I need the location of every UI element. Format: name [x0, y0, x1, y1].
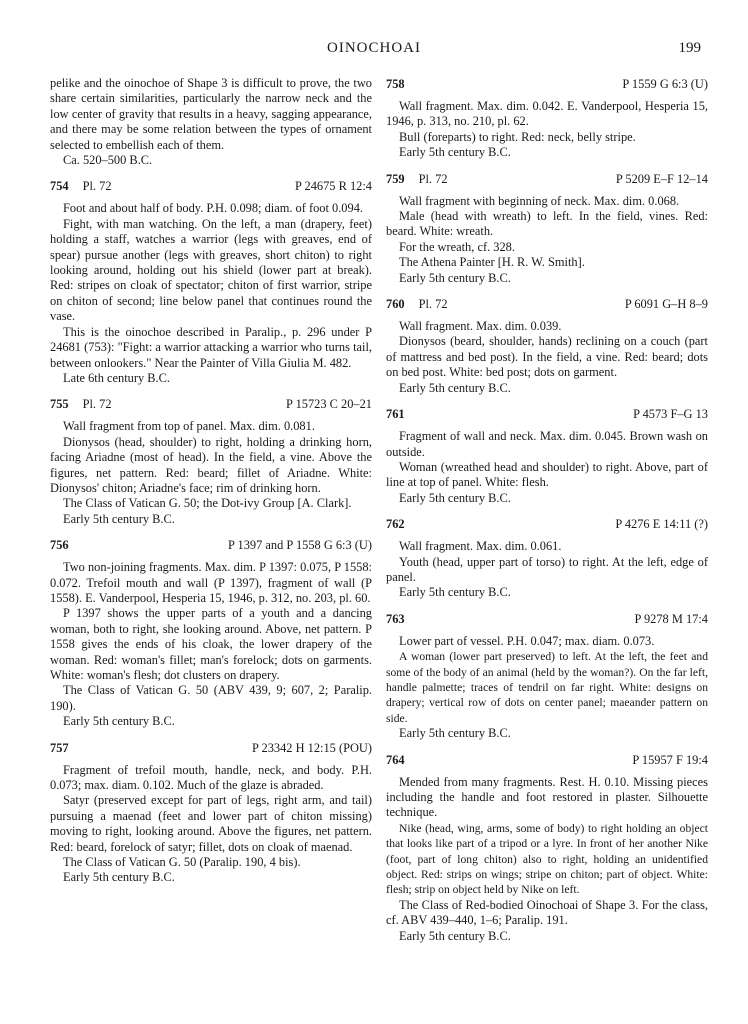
entry-note: The Class of Red-bodied Oinochoai of Shape 3. For the class, cf. ABV 439–440, 1–6; Paralip. 191.: [386, 897, 708, 928]
entry-note: The Class of Vatican G. 50 (ABV 439, 9; 607, 2; Paralip. 190).: [50, 683, 372, 713]
entry-heading: [386, 406, 708, 422]
entry-subject: Male (head with wreath) to left. In the field, vines. Red: beard. White: wreath.: [386, 209, 708, 239]
entry-date: Early 5th century B.C.: [399, 726, 511, 741]
entry-subject: Dionysos (head, shoulder) to right, holding a drinking horn, facing Ariadne (most of head). In the field, a vine. Above the figures, net pattern. Red: beard; fillet of Ariadne. White: Dionysos' chiton; Ariadne's face; rim of drinking horn.: [50, 434, 372, 495]
entry-heading: [386, 171, 708, 187]
intro-date: Ca. 520–500 B.C.: [63, 153, 153, 168]
entry-attribution: The Athena Painter [H. R. W. Smith].: [399, 255, 585, 270]
entry-description: Lower part of vessel. P.H. 0.047; max. diam. 0.073.: [399, 633, 655, 648]
entry-number: 758: [386, 77, 405, 91]
entry-note: For the wreath, cf. 328.: [399, 239, 515, 254]
entry-number: 756: [50, 538, 69, 553]
page-number: 199: [678, 40, 701, 56]
running-header: [0, 40, 748, 62]
entry-description: Wall fragment. Max. dim. 0.039.: [399, 319, 562, 334]
catalogue-entry-759: [386, 171, 708, 286]
catalogue-entry-756: [50, 537, 372, 729]
entry-number: 761: [386, 407, 405, 422]
right-column: [386, 76, 708, 944]
entry-note: The Class of Vatican G. 50; the Dot-ivy Group [A. Clark].: [63, 496, 352, 511]
inventory-number: P 15723 C 20–21: [286, 397, 372, 412]
intro-paragraph: pelike and the oinochoe of Shape 3 is difficult to prove, the two share certain similarities, particularly the narrow neck and the low center of gravity that results in a heavy, sagging appearance, and there may be some relation between the types of ornament selected to embellish each of them.: [50, 76, 372, 152]
catalogue-entry-757: [50, 740, 372, 886]
inventory-number: P 4276 E 14:11 (?): [615, 517, 708, 532]
entry-number: 759: [386, 171, 405, 186]
inventory-number: P 24675 R 12:4: [295, 179, 372, 194]
inventory-number: P 6091 G–H 8–9: [624, 297, 708, 312]
inventory-number: P 4573 F–G 13: [633, 407, 708, 422]
inventory-number: P 15957 F 19:4: [632, 752, 708, 767]
entry-date: Early 5th century B.C.: [399, 585, 511, 600]
entry-heading: [50, 740, 372, 756]
entry-date: Early 5th century B.C.: [399, 145, 511, 160]
entry-description: Wall fragment with beginning of neck. Max. dim. 0.068.: [399, 193, 680, 208]
entry-subject: Bull (foreparts) to right. Red: neck, belly stripe.: [399, 129, 636, 144]
entry-subject: Nike (head, wing, arms, some of body) to right holding an object that looks like part of a tripod or a lyre. In front of her another Nike (foot, part of long chiton) also to right, holding an unidentified object. Red: strips on wings; stripe on chiton; part of object. White: flesh; strip on object held by Nike on left.: [386, 821, 708, 897]
catalogue-entry-754: [50, 178, 372, 386]
entry-description: Fragment of wall and neck. Max. dim. 0.045. Brown wash on outside.: [386, 429, 708, 459]
entry-subject: Dionysos (beard, shoulder, hands) reclining on a couch (part of mattress and bed post). In the field, a vine. Red: beard; dots on bed post. White: bed post; dots on garment.: [386, 334, 708, 380]
entry-subject: A woman (lower part preserved) to left. At the left, the feet and some of the body of an animal (held by the woman?). On the far left, handle palmette; traces of tendril on far right. White: designs on drapery; vertical row of dots on center panel; maeander pattern on side.: [386, 650, 708, 725]
running-title: OINOCHOAI: [327, 40, 421, 56]
entry-date: Early 5th century B.C.: [63, 511, 175, 526]
entry-date: Early 5th century B.C.: [399, 490, 511, 505]
plate-ref: Pl. 72: [82, 397, 112, 412]
entry-number: 764: [386, 752, 405, 767]
plate-ref: Pl. 72: [418, 297, 448, 312]
entry-note: The Class of Vatican G. 50 (Paralip. 190, 4 bis).: [63, 855, 301, 870]
entry-heading: [386, 611, 708, 627]
entry-subject: Fight, with man watching. On the left, a man (drapery, feet) holding a staff, watches a warrior (legs with greaves, end of spear) pursue another (legs with greaves, short chiton) to right looking around, holding out his shield (lower part at break). Red: stripes on cloak of spectator; chiton of first warrior, stripe on chiton of second; line below panel that continues round the vase.: [50, 216, 372, 324]
catalogue-entry-764: [386, 752, 708, 944]
entry-description: Foot and about half of body. P.H. 0.098; diam. of foot 0.094.: [63, 201, 363, 216]
inventory-number: P 5209 E–F 12–14: [615, 171, 708, 186]
entry-description: Wall fragment from top of panel. Max. dim. 0.081.: [63, 419, 315, 434]
inventory-number: P 1397 and P 1558 G 6:3 (U): [228, 538, 372, 553]
entry-description: Mended from many fragments. Rest. H. 0.10. Missing pieces including the handle and foot restored in plaster. Silhouette technique.: [386, 774, 708, 820]
entry-heading: [386, 296, 708, 312]
entry-number: 762: [386, 517, 405, 532]
entry-heading: [50, 537, 372, 553]
plate-ref: Pl. 72: [418, 171, 448, 186]
catalogue-entry-760: [386, 296, 708, 396]
entry-date: Early 5th century B.C.: [399, 270, 511, 285]
entry-number: 763: [386, 611, 405, 626]
plate-ref: Pl. 72: [82, 179, 112, 194]
entry-heading: [386, 516, 708, 532]
entry-description: Wall fragment. Max. dim. 0.042. E. Vanderpool, Hesperia 15, 1946, p. 313, no. 210, pl. 62.: [386, 99, 708, 129]
inventory-number: P 1559 G 6:3 (U): [622, 77, 708, 91]
entry-note: This is the oinochoe described in Paralip., p. 296 under P 24681 (753): "Fight: a warrior attacking a warrior who turns tail, between onlookers." Near the Painter of Villa Giulia M. 482.: [50, 324, 372, 370]
entry-subject: Woman (wreathed head and shoulder) to right. Above, part of line at top of panel. White: flesh.: [386, 459, 708, 490]
entry-number: 754: [50, 179, 69, 194]
entry-date: Early 5th century B.C.: [399, 928, 511, 943]
catalogue-entry-755: [50, 396, 372, 527]
catalogue-entry-758: [386, 76, 708, 161]
entry-heading: [50, 396, 372, 412]
left-column: [50, 76, 372, 886]
entry-heading: [386, 76, 708, 92]
entry-number: 760: [386, 297, 405, 312]
entry-date: Early 5th century B.C.: [63, 714, 175, 729]
catalogue-entry-762: [386, 516, 708, 601]
catalogue-entry-761: [386, 406, 708, 506]
entry-number: 757: [50, 740, 69, 755]
entry-date: Late 6th century B.C.: [63, 370, 171, 385]
entry-date: Early 5th century B.C.: [399, 380, 511, 395]
entry-subject: P 1397 shows the upper parts of a youth and a dancing woman, both to right, she looking around. Above, net pattern. P 1558 gives the ends of his cloak, the lower drapery of the woman. Red: woman's fillet; man's forelock; dots on garments. White: woman's flesh; dot clusters on drapery.: [50, 606, 372, 682]
entry-description: Wall fragment. Max. dim. 0.061.: [399, 539, 562, 554]
inventory-number: P 9278 M 17:4: [634, 611, 708, 626]
entry-heading: [386, 752, 708, 768]
entry-description: Fragment of trefoil mouth, handle, neck, and body. P.H. 0.073; max. diam. 0.102. Much of the glaze is abraded.: [50, 762, 372, 793]
entry-subject: Youth (head, upper part of torso) to right. At the left, edge of panel.: [386, 554, 708, 584]
inventory-number: P 23342 H 12:15 (POU): [251, 740, 372, 755]
entry-number: 755: [50, 397, 69, 412]
catalogue-entry-763: [386, 611, 708, 742]
entry-heading: [50, 178, 372, 194]
entry-description: Two non-joining fragments. Max. dim. P 1397: 0.075, P 1558: 0.072. Trefoil mouth and wall (P 1397), fragment of wall (P 1558). E. Vanderpool, Hesperia 15, 1946, p. 312, no. 203, pl. 60.: [50, 560, 372, 605]
entry-date: Early 5th century B.C.: [63, 870, 175, 885]
entry-subject: Satyr (preserved except for part of legs, right arm, and tail) pursuing a maenad (feet and lower part of chiton missing) moving to right, looking around. Above the figures, net pattern. Red: beard, forelock of satyr; fillet, dots on cloak of maenad.: [50, 793, 372, 854]
